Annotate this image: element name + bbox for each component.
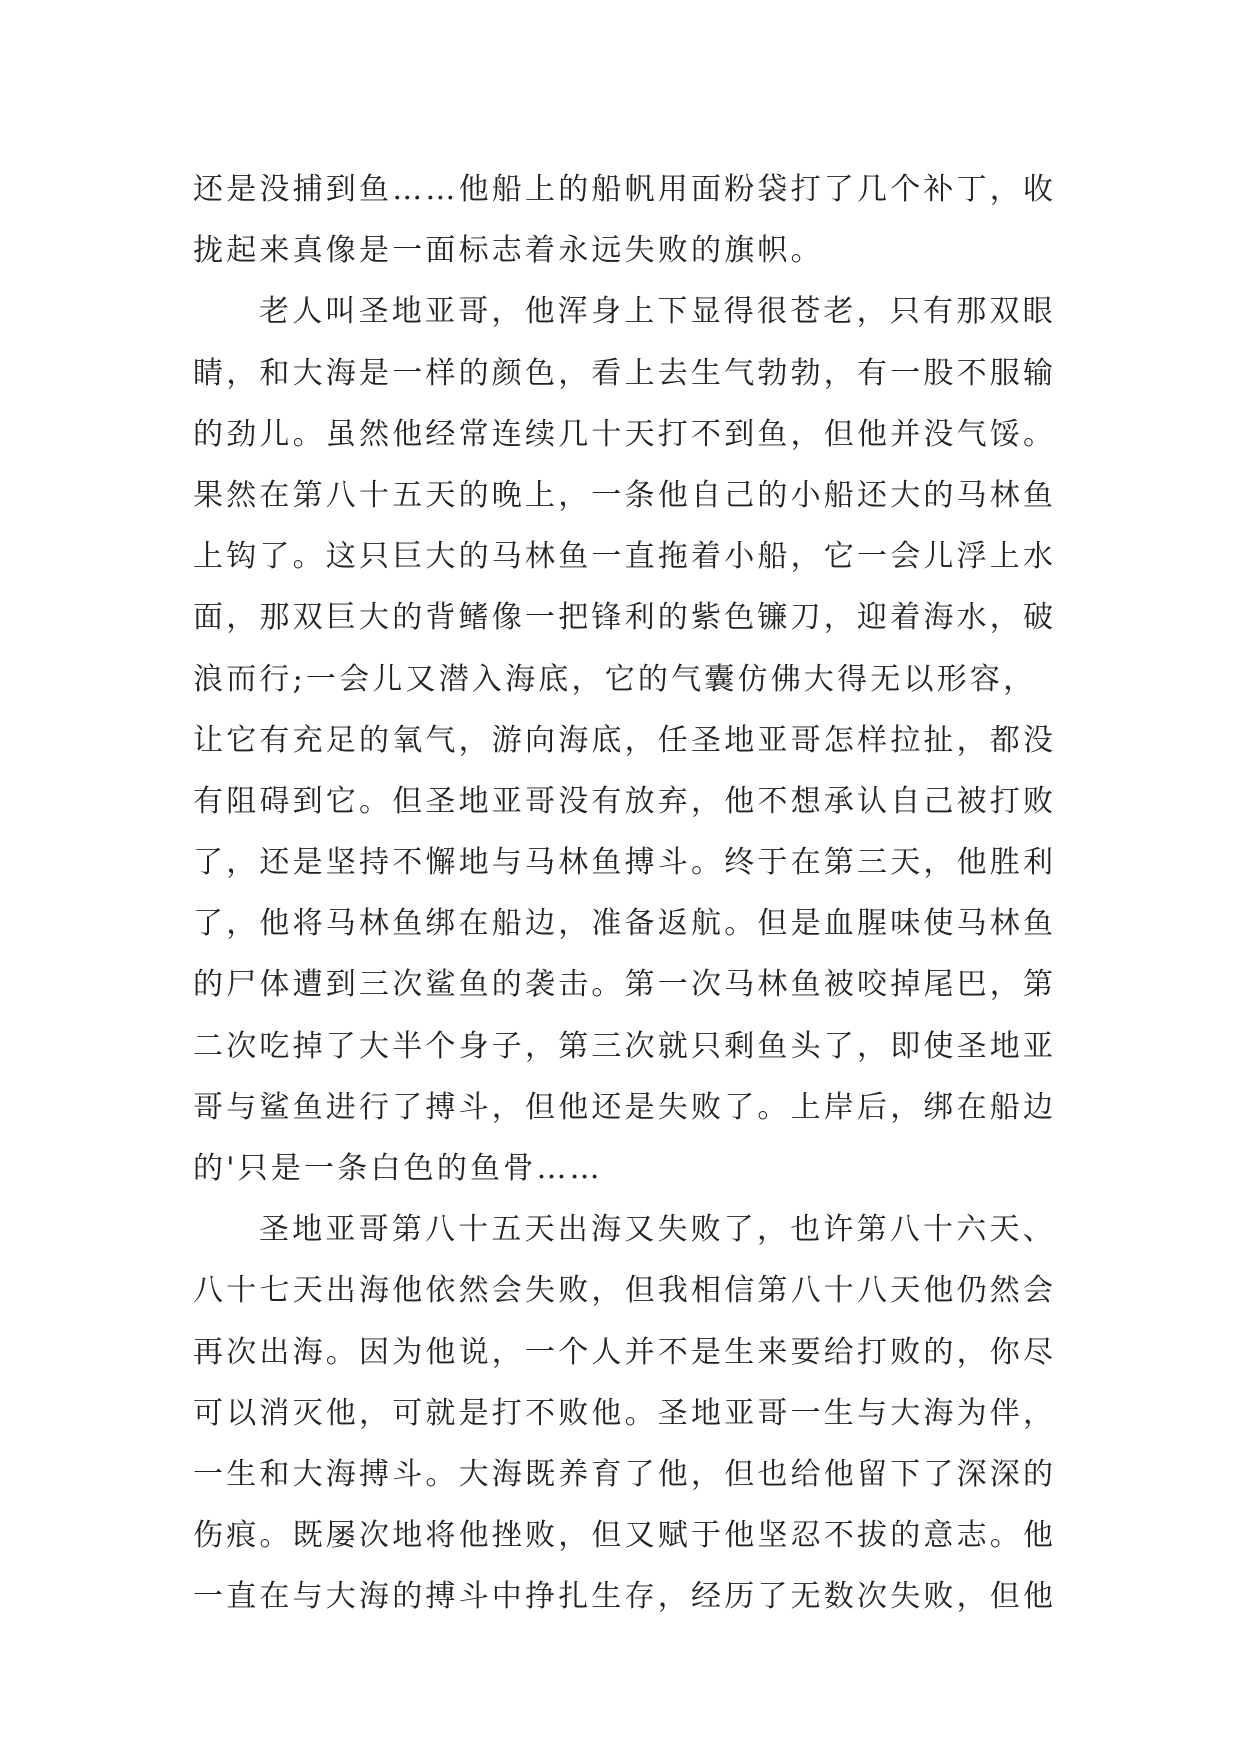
text-line: 果然在第八十五天的晚上，一条他自己的小船还大的马林鱼 xyxy=(193,477,1057,513)
text-line: 圣地亚哥第八十五天出海又失败了，也许第八十六天、 xyxy=(259,1212,1056,1248)
text-line: 一直在与大海的搏斗中挣扎生存，经历了无数次失败，但他 xyxy=(193,1579,1057,1615)
body-text xyxy=(193,159,1073,1628)
text-line: 还是没捕到鱼……他船上的船帆用面粉袋打了几个补丁，收 xyxy=(193,172,1057,207)
text-line: 拢起来真像是一面标志着永远失败的旗帜。 xyxy=(193,233,824,269)
text-line: 的尸体遭到三次鲨鱼的袭击。第一次马林鱼被咬掉尾巴，第 xyxy=(193,967,1057,1003)
text-line: 睛，和大海是一样的颜色，看上去生气勃勃，有一股不服输 xyxy=(193,355,1057,391)
text-line: 哥与鲨鱼进行了搏斗，但他还是失败了。上岸后，绑在船边 xyxy=(193,1089,1057,1125)
text-line: 八十七天出海他依然会失败，但我相信第八十八天他仍然会 xyxy=(193,1273,1057,1309)
text-line: 可以消灭他，可就是打不败他。圣地亚哥一生与大海为伴， xyxy=(193,1395,1057,1431)
text-line: 伤痕。既屡次地将他挫败，但又赋于他坚忍不拔的意志。他 xyxy=(193,1518,1057,1554)
text-line: 有阻碍到它。但圣地亚哥没有放弃，他不想承认自己被打败 xyxy=(193,783,1057,819)
text-line: 的劲儿。虽然他经常连续几十天打不到鱼，但他并没气馁。 xyxy=(193,416,1057,452)
text-line: 让它有充足的氧气，游向海底，任圣地亚哥怎样拉扯，都没 xyxy=(193,722,1057,758)
text-line: 浪而行;一会儿又潜入海底，它的气囊仿佛大得无以形容， xyxy=(193,661,1037,697)
text-line: 的'只是一条白色的鱼骨…… xyxy=(193,1151,603,1186)
text-line: 上钩了。这只巨大的马林鱼一直拖着小船，它一会儿浮上水 xyxy=(193,539,1057,575)
text-line: 了，他将马林鱼绑在船边，准备返航。但是血腥味使马林鱼 xyxy=(193,906,1057,942)
text-line: 二次吃掉了大半个身子，第三次就只剩鱼头了，即使圣地亚 xyxy=(193,1028,1057,1064)
text-line: 面，那双巨大的背鳍像一把锋利的紫色镰刀，迎着海水，破 xyxy=(193,600,1057,636)
text-line: 老人叫圣地亚哥，他浑身上下显得很苍老，只有那双眼 xyxy=(259,294,1056,330)
text-line: 了，还是坚持不懈地与马林鱼搏斗。终于在第三天，他胜利 xyxy=(193,845,1057,881)
text-line: 一生和大海搏斗。大海既养育了他，但也给他留下了深深的 xyxy=(193,1456,1057,1492)
text-line: 再次出海。因为他说，一个人并不是生来要给打败的，你尽 xyxy=(193,1334,1057,1370)
